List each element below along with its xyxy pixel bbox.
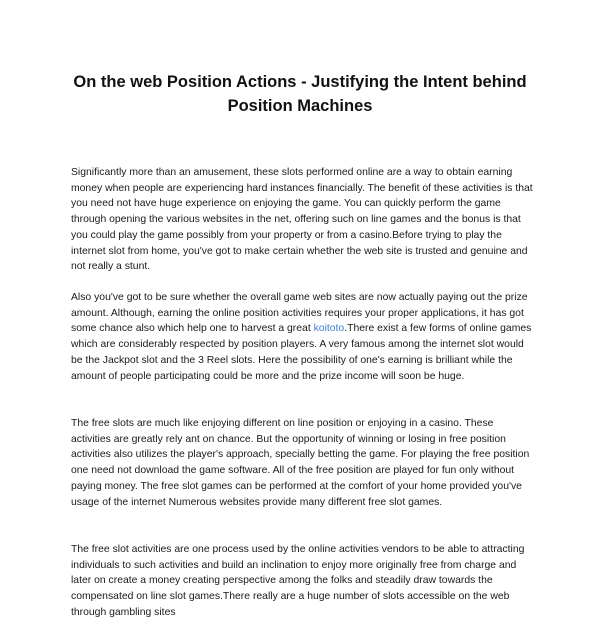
paragraph-1: Significantly more than an amusement, these slots performed online are a way to obtain earning money when people are experiencing hard instances financially. The benefit of these activities is that you need not have huge experience on enjoying the game. You can quickly perform the game through opening the various websites in the net, offering such on line games and the bonus is that you could play the game possibly from your property or from a casino.Before trying to play the internet slot from home, you've got to make certain whether the web site is trusted and genuine and not really a stunt. (71, 167, 533, 273)
paragraph-2-text-before-link: Also you've got to be sure whether the overall game web sites are now actually paying out the prize amount. Although, earning the online position activities requires your proper applications, it has got some chance also which help one to harvest a great (71, 292, 528, 335)
koitoto-link[interactable]: koitoto (313, 323, 345, 335)
paragraph-2-text-after-link: .There exist a few forms of online games which are considerably respected by position players. A very famous among the internet slot would be the Jackpot slot and the 3 Reel slots. Here the possibility of one's earning is brilliant while the amount of people participating could be more and the prize income will soon be huge. (71, 323, 532, 382)
paragraph-2 (71, 290, 533, 384)
page-title: On the web Position Actions - Justifying the Intent behind Position Machines (73, 73, 527, 115)
paragraph-4: The free slot activities are one process used by the online activities vendors to be able to attracting individuals to such activities and build an inclination to enjoy more originally free from charge and later on create a money creating perspective among the folks and steadily draw towards the compensated on line slot games.There really are a huge number of slots accessible on the web through gambling sites (71, 544, 525, 618)
paragraph-3: The free slots are much like enjoying different on line position or enjoying in a casino. These activities are greatly rely ant on chance. But the opportunity of winning or losing in free position activities also utilizes the player's approach, specially betting the game. For playing the free position one need not download the game software. All of the free position are played for fun only without paying money. The free slot games can be performed at the comfort of your home provided you've usage of the internet Numerous websites provide many different free slot games. (71, 418, 530, 508)
